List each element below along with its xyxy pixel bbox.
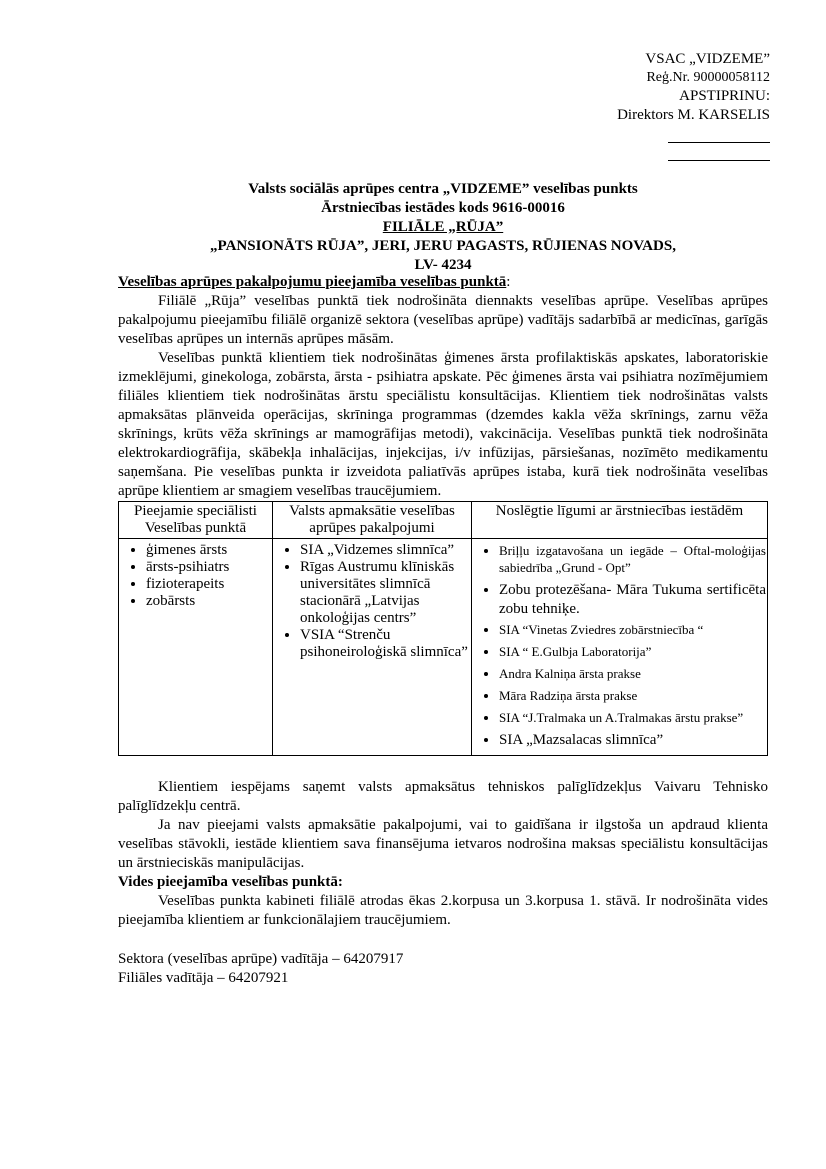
services-table (118, 501, 768, 756)
paragraph-accessibility: Veselības punkta kabineti filiālē atrodas ēkas 2.korpusa un 3.korpusa 1. stāvā. Ir nodrošināta vides pieejamība klientiem ar funkcionālajiem traucējumiem. (118, 893, 768, 928)
specialists-cell (119, 539, 273, 756)
title-line-5: LV- 4234 (414, 257, 472, 273)
approval-header (617, 50, 770, 161)
date-line (668, 150, 770, 161)
list-item: • fizioterapeits (146, 576, 271, 593)
contracts-cell (472, 539, 768, 756)
approve-label: APSTIPRINU: (679, 88, 770, 104)
title-line-1: Valsts sociālās aprūpes centra „VIDZEME” veselības punkts (248, 181, 638, 197)
list-item: • SIA “Vinetas Zviedres zobārstniecība “ (499, 621, 766, 638)
list-item: • Māra Radziņa ārsta prakse (499, 687, 766, 704)
table-header-specialists: Pieejamie speciālisti Veselības punktā (119, 502, 273, 539)
paragraph-services-1: Filiālē „Rūja” veselības punktā tiek nodrošināta diennakts veselības aprūpe. Veselības aprūpes pakalpojumu pieejamību filiālē organizē sektora (veselības aprūpe) vadītājs sadarbībā ar medicīnas, garīgās veselības aprūpes un internās aprūpes māsām. (118, 293, 768, 347)
list-item: • SIA „Mazsalacas slimnīca” (499, 731, 766, 750)
paragraph-services-2: Veselības punktā klientiem tiek nodrošinātas ģimenes ārsta profilaktiskās apskates, laboratoriskie izmeklējumi, ginekologa, zobārsta, ārsta - psihiatra apskate. Pēc ģimenes ārsta vai psihiatra nozīmējumiem filiāles klientiem tiek nodrošinātas ārstu speciālistu konsultācijas. Klientiem tiek nodrošinātas valsts apmaksātas plānveida operācijas, skrīninga programmas (dzemdes kakla vēža skrīnings, zarnu vēža skrīnings, krūts vēža skrīnings ar mamogrāfijas metodi), vakcinācija. Veselības punktā tiek nodrošināta elektrokardiogrāfija, skābekļa inhalācijas, injekcijas, i/v infūzijas, pārsiešanas, nozīmēto medikamentu saņemšana. Pie veselības punkta ir izveidota paliatīvās aprūpes istaba, kurā tiek nodrošināta veselības aprūpe klientiem ar smagiem veselības traucējumiem. (118, 350, 768, 499)
table-header-row (119, 502, 768, 539)
signature-line (668, 132, 770, 143)
state-services-cell (273, 539, 472, 756)
contact-branch-head: Filiāles vadītāja – 64207921 (118, 970, 289, 986)
title-line-3: FILIĀLE „RŪJA” (382, 219, 504, 235)
section-heading-services: Veselības aprūpes pakalpojumu pieejamība veselības punktā: (118, 274, 511, 290)
section-heading-accessibility: Vides pieejamība veselības punktā: (118, 874, 343, 890)
contact-sector-head: Sektora (veselības aprūpe) vadītāja – 64207917 (118, 951, 404, 967)
list-item: • SIA “J.Tralmaka un A.Tralmakas ārstu prakse” (499, 709, 766, 726)
table-header-contracts: Noslēgtie līgumi ar ārstniecības iestādēm (472, 502, 768, 539)
list-item: • Zobu protezēšana- Māra Tukuma sertificēta zobu tehniķe. (499, 581, 766, 619)
table-row (119, 539, 768, 756)
document-title (118, 180, 768, 275)
organization-name: VSAC „VIDZEME” (645, 51, 770, 67)
list-item: • Rīgas Austrumu klīniskās universitātes slimnīcā stacionārā „Latvijas onkoloģijas centrs” (300, 559, 470, 627)
after-table-text (118, 778, 768, 930)
paragraph-paid-services: Ja nav pieejami valsts apmaksātie pakalpojumi, vai to gaidīšana ir ilgstoša un apdraud klienta veselības stāvokli, iestāde klientiem sava finansējuma ietvaros nodrošina maksas speciālistu konsultācijas un ārstnieciskās manipulācijas. (118, 817, 768, 871)
list-item: • VSIA “Strenču psihoneiroloģiskā slimnīca” (300, 627, 470, 661)
document-body (118, 273, 768, 988)
list-item: • Briļļu izgatavošana un iegāde – Oftal-moloģijas sabiedrība „Grund - Opt” (499, 542, 766, 576)
director-name: Direktors M. KARSELIS (617, 106, 770, 123)
list-item: • SIA „Vidzemes slimnīca” (300, 542, 470, 559)
contacts (118, 950, 768, 988)
list-item: • Andra Kalniņa ārsta prakse (499, 665, 766, 682)
title-line-4: „PANSIONĀTS RŪJA”, JERI, JERU PAGASTS, RŪJIENAS NOVADS, (210, 238, 676, 254)
list-item: • ģimenes ārsts (146, 542, 271, 559)
list-item: • SIA “ E.Gulbja Laboratorija” (499, 643, 766, 660)
registration-number: Reģ.Nr. 90000058112 (646, 69, 770, 85)
paragraph-technical-aids: Klientiem iespējams saņemt valsts apmaksātus tehniskos palīglīdzekļus Vaivaru Tehnisko palīglīdzekļu centrā. (118, 779, 768, 814)
table-header-state-services: Valsts apmaksātie veselības aprūpes pakalpojumi (273, 502, 472, 539)
list-item: • zobārsts (146, 593, 271, 610)
title-line-2: Ārstniecības iestādes kods 9616-00016 (321, 200, 565, 216)
list-item: • ārsts-psihiatrs (146, 559, 271, 576)
